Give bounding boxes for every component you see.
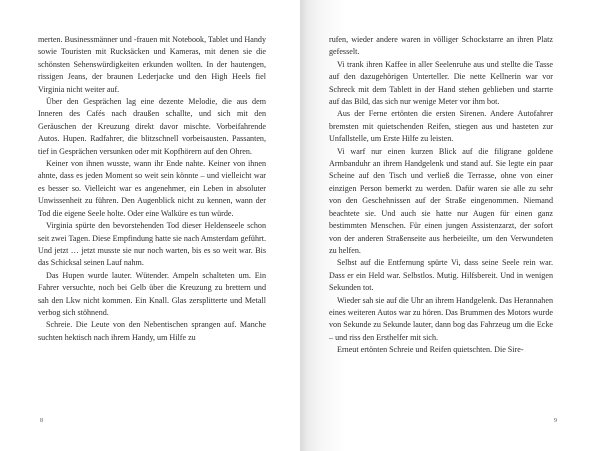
paragraph: Aus der Ferne ertönten die ersten Sirenen. Andere Autofahrer bremsten mit quietschenden Reifen, stiegen aus und hasteten zur Unfallstelle, um Erste Hilfe zu leisten.: [329, 109, 553, 144]
paragraph: Schreie. Die Leute von den Nebentischen sprangen auf. Manche suchten hektisch nach ihrem Handy, um Hilfe zu: [38, 320, 266, 342]
left-page-text: [38, 34, 266, 344]
paragraph: Erneut ertönten Schreie und Reifen quietschten. Die Sire-: [337, 345, 524, 355]
paragraph: Das Hupen wurde lauter. Wütender. Ampeln schalteten um. Ein Fahrer versuchte, noch bei Gelb über die Kreuzung zu brettern und sah den Lkw nicht kommen. Ein Knall. Glas zersplitterte und Metall verbog sich stöhnend.: [38, 270, 266, 317]
paragraph: Wieder sah sie auf die Uhr an ihrem Handgelenk. Das Herannahen eines weiteren Autos war zu hören. Das Brummen des Motors wurde von Sekunde zu Sekunde lauter, dann bog das Fahrzeug um die Ecke – und riss den Ersthelfer mit sich.: [329, 295, 553, 342]
paragraph: Über den Gesprächen lag eine dezente Melodie, die aus dem Inneren des Cafés nach draußen schallte, und sich mit den Geräuschen der Kreuzung direkt davor mischte. Vorbeifahrende Autos. Hupen. Radfahrer, die blitzschnell vorbeisausten. Passanten, tief in Gesprächen versunken oder mit Kopfhörern auf den Ohren.: [38, 97, 266, 156]
page-number-left: 8: [40, 418, 43, 424]
paragraph: Keiner von ihnen wusste, wann ihr Ende nahte. Keiner von ihnen ahnte, dass es jeden Moment so weit sein könnte – und vielleicht war es besser so. Vielleicht war es angenehmer, ein Leben in absoluter Unwissenheit zu führen. Den Augenblick nicht zu kennen, wann der Tod die eigene Seele holte. Oder eine Walküre es tun würde.: [38, 159, 266, 218]
paragraph: Vi warf nur einen kurzen Blick auf die filigrane goldene Armbanduhr an ihrem Handgelenk und stand auf. Sie legte ein paar Scheine auf den Tisch und verließ die Terrasse, ohne von einer einzigen Person bemerkt zu werden. Dafür waren sie alle zu sehr von den Geschehnissen auf der Straße eingenommen. Niemand beachtete sie. Und auch sie hatte nur Augen für einen ganz bestimmten Menschen. Für einen jungen Assistenzarzt, der sofort von der anderen Straßenseite aus herbeieilte, um den Verwundeten zu helfen.: [329, 146, 553, 255]
paragraph: merten. Businessmänner und -frauen mit Notebook, Tablet und Handy sowie Touristen mit Rucksäcken und Kameras, mit denen sie die schönsten Sehenswürdigkeiten erkunden wollten. In der hautengen, rissigen Jeans, der braunen Lederjacke und den High Heels fiel Virginia nicht weiter auf.: [38, 35, 266, 94]
page-number-right: 9: [554, 418, 557, 424]
right-page-text: [329, 34, 553, 357]
paragraph: rufen, wieder andere waren in völliger Schockstarre an ihren Platz gefesselt.: [329, 35, 553, 57]
paragraph: Vi trank ihren Kaffee in aller Seelenruhe aus und stellte die Tasse auf den dazugehörigen Unterteller. Die nette Kellnerin war vor Schreck mit dem Tablett in der Hand stehen geblieben und starrte auf das Bild, das sich nur wenige Meter vor ihm bot.: [329, 59, 553, 107]
paragraph: Selbst auf die Entfernung spürte Vi, dass seine Seele rein war. Dass er ein Held war. Selbstlos. Mutig. Hilfsbereit. Und in wenigen Sekunden tot.: [329, 258, 553, 293]
right-page: [300, 0, 600, 451]
paragraph: Virginia spürte den bevorstehenden Tod dieser Heldenseele schon seit zwei Tagen. Diese Empfindung hatte sie nach Amsterdam geführt. Und jetzt … jetzt musste sie nur noch warten, bis es so weit war. Bis das Schicksal seinen Lauf nahm.: [38, 221, 266, 268]
